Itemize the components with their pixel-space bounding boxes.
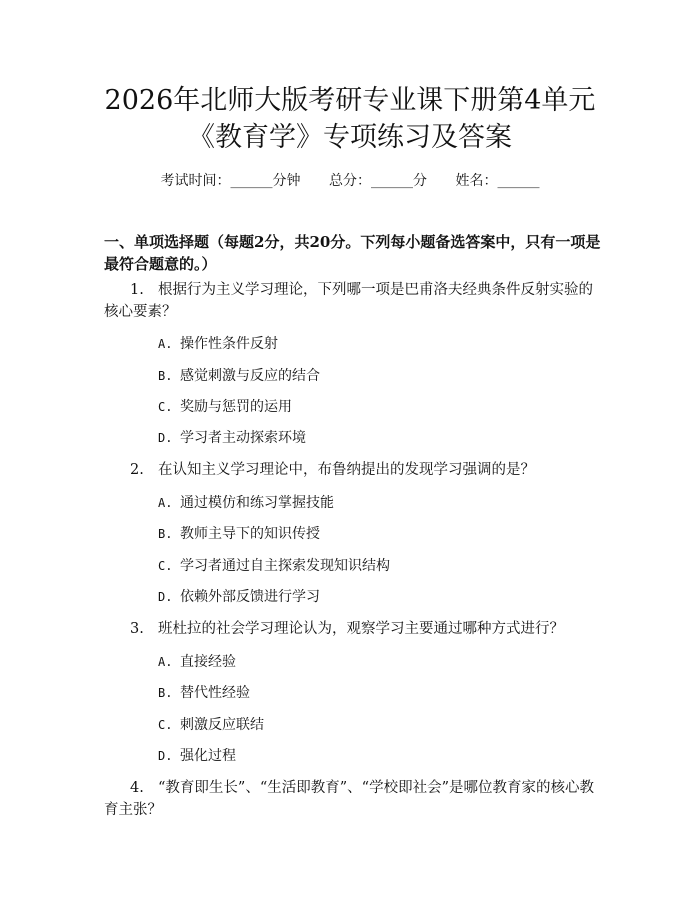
option [158, 428, 306, 448]
option-text: 感觉刺激与反应的结合 [180, 368, 320, 384]
option-letter: B. [158, 527, 173, 541]
section-heading: 一、单项选择题（每题2分，共20分。下列每小题备选答案中，只有一项是最符合题意的。） [104, 233, 601, 273]
option-text: 强化过程 [180, 748, 236, 764]
question-number: 1. [130, 282, 144, 298]
option-text: 通过模仿和练习掌握技能 [180, 495, 334, 511]
option-letter: C. [158, 559, 173, 573]
option [158, 366, 320, 386]
question-1 [104, 279, 604, 323]
question-text: 班杜拉的社会学习理论认为，观察学习主要通过哪种方式进行？ [158, 621, 564, 637]
option-text: 刺激反应联结 [180, 717, 264, 733]
question-number: 3. [130, 621, 144, 637]
option-letter: B. [158, 686, 173, 700]
option [158, 746, 236, 766]
option-letter: A. [158, 496, 173, 510]
option [158, 652, 236, 672]
question-4 [104, 777, 604, 821]
option-letter: C. [158, 718, 173, 732]
question-text: “教育即生长”、“生活即教育”、“学校即社会”是哪位教育家的核心教育主张？ [104, 780, 594, 818]
option [158, 334, 278, 354]
option [158, 683, 250, 703]
option-letter: A. [158, 337, 173, 351]
question-text: 根据行为主义学习理论，下列哪一项是巴甫洛夫经典条件反射实验的核心要素？ [104, 282, 593, 320]
option [158, 556, 390, 576]
exam-meta [0, 170, 700, 190]
question-number: 4. [130, 780, 144, 796]
option-text: 直接经验 [180, 654, 236, 670]
exam-name: 姓名：______ [455, 173, 540, 189]
option [158, 397, 292, 417]
title-line-1: 2026年北师大版考研专业课下册第4单元 [104, 85, 596, 116]
option-text: 依赖外部反馈进行学习 [180, 589, 320, 605]
option [158, 524, 320, 544]
option-letter: D. [158, 749, 173, 763]
option-text: 学习者主动探索环境 [180, 430, 306, 446]
option-text: 学习者通过自主探索发现知识结构 [180, 558, 390, 574]
option [158, 587, 320, 607]
option-letter: B. [158, 369, 173, 383]
exam-time: 考试时间：______分钟 [160, 173, 301, 189]
option-letter: C. [158, 400, 173, 414]
question-3 [104, 618, 604, 640]
option-letter: D. [158, 431, 173, 445]
option-letter: A. [158, 655, 173, 669]
title-line-2: 《教育学》专项练习及答案 [188, 122, 512, 153]
option-text: 教师主导下的知识传授 [180, 526, 320, 542]
exam-score: 总分：______分 [329, 173, 427, 189]
question-text: 在认知主义学习理论中，布鲁纳提出的发现学习强调的是？ [158, 462, 535, 478]
option [158, 493, 334, 513]
option-text: 操作性条件反射 [180, 336, 278, 352]
question-number: 2. [130, 462, 144, 478]
option-text: 奖励与惩罚的运用 [180, 399, 292, 415]
option-letter: D. [158, 590, 173, 604]
question-2 [104, 459, 604, 481]
option-text: 替代性经验 [180, 685, 250, 701]
option [158, 715, 264, 735]
